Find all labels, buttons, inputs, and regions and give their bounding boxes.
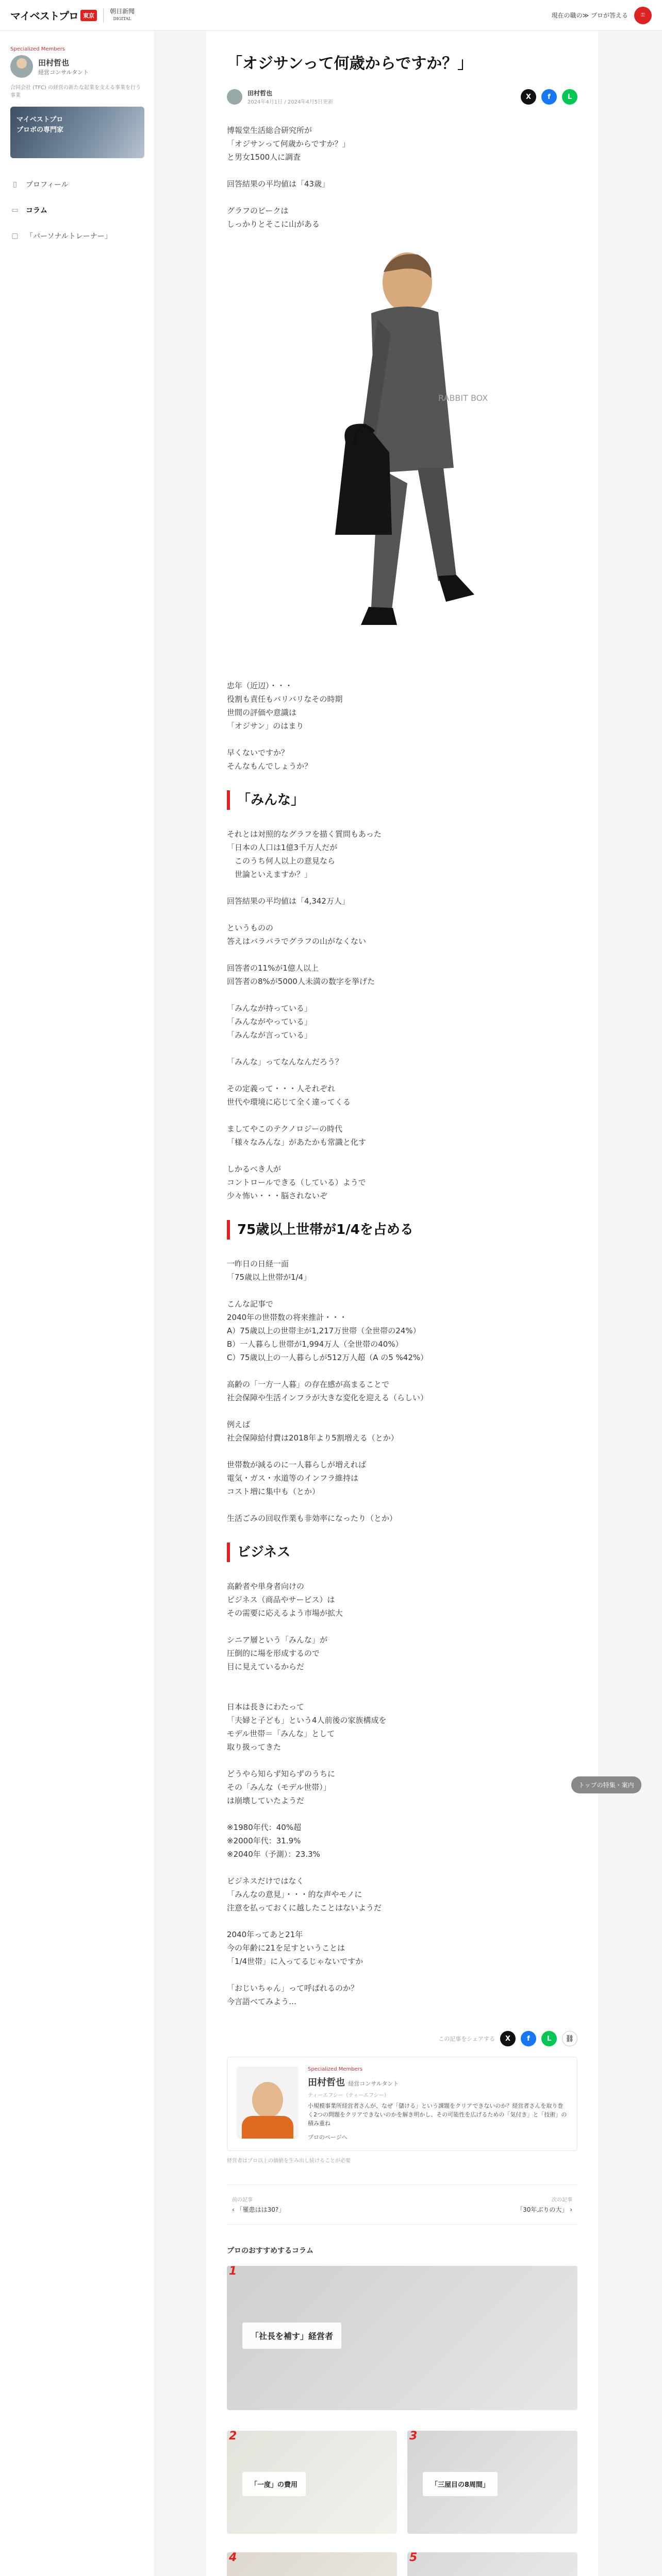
author-profile-card bbox=[227, 2057, 577, 2151]
top-header bbox=[0, 0, 662, 31]
article-paragraph: 忠年（近辺）・・・ 役割も責任もバリバリなその時期 世間の評価や意識は 「オジサン」のはまり 早くないですか？ そんなもんでしょうか？ bbox=[227, 681, 343, 771]
article-paragraph: 「みんなが持っている」 「みんながやっている」 「みんなが言っている」 「みんな」ってなんなんだろう？ その定義って・・・人それぞれ 世代や環境に応じて全く違ってくる ましてやこのテクノロジーの時代 「様々なみんな」があたかも常識と化す しかるべき人が コントロールできる（している）ようで 少々怖い・・・脳されないぞ bbox=[227, 1004, 367, 1200]
sidebar-tag: Specialized Members bbox=[10, 46, 65, 52]
site-logo[interactable]: マイベストプロ bbox=[10, 10, 78, 22]
recommended-card[interactable] bbox=[227, 2266, 577, 2410]
line-share-icon[interactable]: L bbox=[541, 2031, 557, 2046]
page-title: 「オジサンって何歳からですか？」 bbox=[227, 55, 473, 73]
section-heading: ビジネス bbox=[227, 1543, 577, 1562]
article-main bbox=[206, 31, 598, 2576]
card-title: 「一度」の費用 bbox=[242, 2472, 306, 2496]
author-note: 経営者はプロ以上の価値を生み出し続けることが必要 bbox=[227, 2158, 351, 2164]
login-icon[interactable]: ⚿ bbox=[634, 7, 652, 24]
header-link[interactable]: 現在の職の≫ プロが答える bbox=[551, 12, 628, 19]
recommended-heading: プロのおすすめするコラム bbox=[227, 2247, 313, 2255]
sidebar bbox=[0, 31, 155, 2576]
sidebar-item-profile[interactable] bbox=[10, 172, 144, 197]
sidebar-item-label: 「パーソナルトレーナー」 bbox=[26, 232, 112, 241]
avatar bbox=[10, 55, 33, 78]
sidebar-item-label: プロフィール bbox=[26, 181, 69, 189]
recommended-card[interactable] bbox=[227, 2552, 397, 2576]
column-icon: ▭ bbox=[11, 206, 19, 214]
prev-article-link[interactable]: 前の記事 ‹ 「罹患はは30?」 bbox=[232, 2195, 285, 2214]
author-tag: Specialized Members bbox=[308, 2066, 363, 2072]
author-description: 小規模事業所経営者さんが、なぜ「儲ける」という課題をクリアできないのか？経営者さんを取り巻く2つの問題をクリアできないのかを解き明かし、その可能性を広げるための「気付き」と「技術」の積み重ね bbox=[308, 2103, 567, 2127]
publish-date: 2024年4月1日 / 2024年4月5日更新 bbox=[247, 99, 334, 105]
footer-share bbox=[227, 2031, 577, 2046]
card-title: 「社長を補す」経営者 bbox=[242, 2323, 341, 2349]
x-share-icon[interactable]: X bbox=[500, 2031, 516, 2046]
author-name[interactable]: 田村哲也 bbox=[247, 90, 273, 97]
region-badge: 東京 bbox=[80, 10, 97, 21]
article-paragraph: 一昨日の日経一面 「75歳以上世帯が1/4」 こんな記事で 2040年の世帯数の将来推計・・・ A）75歳以上の世帯主が1,217万世帯（全世帯の24%） B）一人暮らし世帯が1,994万人（全世帯の40%） C）75歳以上の一人暮らしが512万人超（A の5 %42%） 高齢の「一方一人暮」の存在感が高まることで 社会保障や生活インフラが大きな変化を迎える（らしい） 例えば 社会保障給付費は2018年より5割増える（とか） 世帯数が減るのに一人暮らしが増えれば 電気・ガス・水道等のインフラ維持は コスト増に集中も（とか） 生活ごみの回収作業も非効率になったり（とか） bbox=[227, 1259, 428, 1523]
recommended-card[interactable] bbox=[407, 2431, 577, 2534]
sidebar-item-trainer[interactable] bbox=[10, 223, 144, 249]
facebook-share-icon[interactable]: f bbox=[541, 89, 557, 105]
share-buttons bbox=[521, 89, 577, 105]
article-paragraph: 高齢者や単身者向けの ビジネス（商品やサービス）は その需要に応えるよう市場が拡大 シニア層という「みんな」が 圧倒的に場を形成するので 目に見えているからだ 日本は長きにわたって 「夫婦と子ども」という4人前後の家族構成を モデル世帯＝「みんな」として 取り扱ってきた どうやら知らず知らずのうちに その「みんな（モデル世帯）」 は崩壊していたようだ ※1980年代：40%超 ※2000年代：31.9% ※2040年（予測）：23.3% ビジネスだけではなく 「みんなの意見」・・・的な声やモノに 注意を払っておくに越したことはないようだ bbox=[227, 1582, 387, 1912]
x-share-icon[interactable]: X bbox=[521, 89, 536, 105]
sidebar-item-column[interactable] bbox=[10, 197, 144, 223]
profile-icon: ▯ bbox=[13, 180, 17, 189]
sidebar-author[interactable] bbox=[10, 55, 144, 78]
copy-link-icon[interactable]: ⛓ bbox=[562, 2031, 577, 2046]
rank-number: 2 bbox=[229, 2431, 237, 2443]
prev-label: 前の記事 bbox=[232, 2197, 253, 2203]
author-role: 経営コンサルタント bbox=[348, 2080, 399, 2087]
sidebar-author-role: 経営コンサルタント bbox=[38, 69, 89, 76]
sidebar-item-label: コラム bbox=[26, 207, 47, 215]
author-company: ティーエフシー（ティーエフシー） bbox=[308, 2093, 389, 2098]
line-share-icon[interactable]: L bbox=[562, 89, 577, 105]
trainer-icon: ▢ bbox=[11, 232, 19, 240]
article-meta bbox=[227, 89, 577, 105]
facebook-share-icon[interactable]: f bbox=[521, 2031, 536, 2046]
sidebar-banner[interactable]: マイベストプロ プロボの専門家 bbox=[10, 107, 144, 158]
floating-guide-button[interactable]: トップの特集・案内 bbox=[571, 1776, 641, 1793]
illustration-watermark: RABBIT BOX bbox=[438, 393, 488, 403]
article-paragraph: それとは対照的なグラフを描く質問もあった 「日本の人口は1億3千万人だが このうち何人以上の意見なら 世論といえますか？」 回答結果の平均値は「4,342万人」 というものの 答えはバラバラでグラフの山がなくない 回答者の11%が1億人以上 回答者の8%が5000人未満の数字を挙げた bbox=[227, 829, 382, 986]
partner-logo[interactable]: 朝日新聞 DIGITAL bbox=[110, 8, 135, 21]
article-paragraph: 博報堂生活総合研究所が 「オジサンって何歳からですか？」 と男女1500人に調査 回答結果の平均値は「43歳」 グラフのピークは しっかりとそこに山がある bbox=[227, 126, 350, 229]
prev-title: 「罹患はは30?」 bbox=[236, 2206, 285, 2213]
next-article-link[interactable]: 次の記事 「30年ぶりの大」 › bbox=[517, 2195, 572, 2214]
next-title: 「30年ぶりの大」 bbox=[517, 2206, 568, 2213]
sidebar-description: 合同会社 (TFC) の経営の新たな起業を支える事業を行う事業 bbox=[10, 85, 141, 98]
author-page-link[interactable]: プロのページへ bbox=[308, 2134, 347, 2141]
avatar[interactable] bbox=[227, 89, 242, 105]
author-name[interactable]: 田村哲也 bbox=[308, 2077, 345, 2088]
share-label: この記事をシェアする bbox=[438, 2036, 495, 2042]
recommended-card[interactable] bbox=[407, 2552, 577, 2576]
card-title: 「三屋目の8周間」 bbox=[423, 2472, 498, 2496]
sidebar-author-name[interactable]: 田村哲也 bbox=[38, 58, 70, 67]
rank-number: 5 bbox=[409, 2552, 418, 2564]
header-right bbox=[552, 7, 652, 24]
section-heading: 「みんな」 bbox=[227, 790, 577, 810]
author-photo bbox=[237, 2066, 299, 2139]
rank-number: 4 bbox=[229, 2552, 237, 2564]
prev-next-nav bbox=[227, 2184, 577, 2225]
section-heading: 75歳以上世帯が1/4を占める bbox=[227, 1220, 577, 1240]
walking-businessman-illustration bbox=[268, 246, 536, 658]
article-paragraph: 2040年ってあと21年 今の年齢に21を足すということは 「1/4世帯」に入ってるじゃないですか 「おじいちゃん」って呼ばれるのか？ 今言語べてみよう… bbox=[227, 1930, 363, 2006]
rank-number: 3 bbox=[409, 2431, 418, 2443]
logo-divider bbox=[103, 8, 104, 23]
recommended-card[interactable] bbox=[227, 2431, 397, 2534]
rank-number: 1 bbox=[229, 2266, 237, 2278]
next-label: 次の記事 bbox=[552, 2197, 572, 2203]
